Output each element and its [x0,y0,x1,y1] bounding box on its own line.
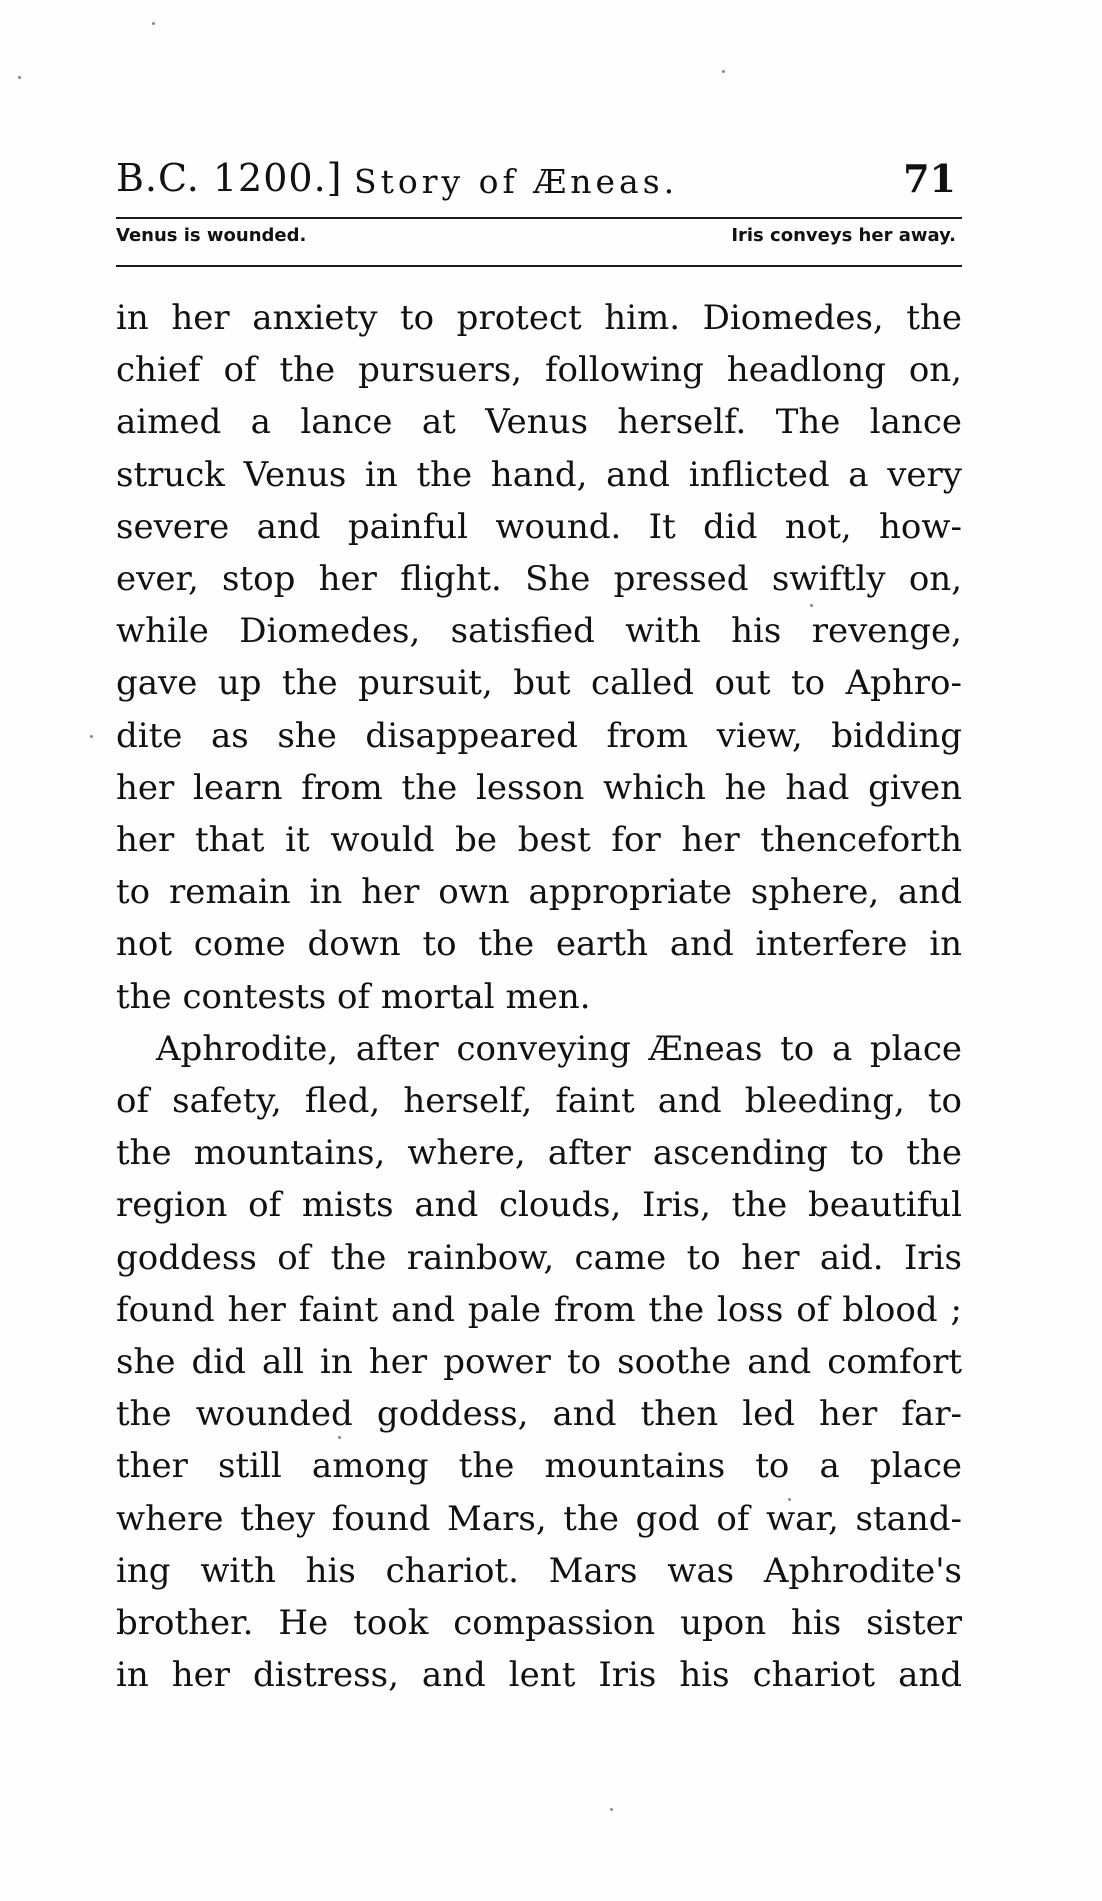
text-line: the mountains, where, after ascending to the [116,1133,962,1174]
paper-speck [152,22,155,25]
sidenote-right: Iris conveys her away. [731,225,956,246]
text-line: dite as she disappeared from view, bidding [116,715,962,756]
text-line: ing with his chariot. Mars was Aphrodite's [116,1550,962,1591]
text-line: chief of the pursuers, following headlong on, [116,350,962,391]
marginal-notes [116,225,956,261]
text-line: goddess of the rainbow, came to her aid. Iris [116,1237,962,1278]
paper-speck [722,70,725,73]
sidenote-left: Venus is wounded. [116,225,307,246]
text-line: aimed a lance at Venus herself. The lance [116,402,962,443]
text-line: in her anxiety to protect him. Diomedes, the [116,298,962,338]
sidenote-rule [116,265,962,267]
text-line: region of mists and clouds, Iris, the beautiful [116,1185,962,1226]
text-line: ever, stop her flight. She pressed swiftly on, [116,559,962,600]
paragraph [116,1023,962,1702]
text-line: in her distress, and lent Iris his chariot and [116,1655,962,1696]
text-line: struck Venus in the hand, and inflicted a very [116,454,962,495]
page-number: 71 [903,156,956,201]
running-header [116,156,956,216]
text-line: found her faint and pale from the loss of blood ; [116,1289,962,1330]
header-rule [116,217,962,219]
paper-speck [610,1808,613,1811]
text-line: the wounded goddess, and then led her far- [116,1394,962,1435]
text-line: her learn from the lesson which he had given [116,767,962,808]
text-line: to remain in her own appropriate sphere, and [116,872,962,913]
text-line: the contests of mortal men. [116,976,591,1017]
text-line: of safety, fled, herself, faint and bleeding, to [116,1081,962,1122]
paragraph [116,292,962,1023]
header-date: B.C. 1200.] [116,156,343,200]
header-title: Story of Æneas. [354,162,679,201]
text-line: where they found Mars, the god of war, stand- [116,1498,962,1539]
paper-speck [90,735,93,738]
text-line: gave up the pursuit, but called out to Aphro- [116,663,962,704]
text-line: while Diomedes, satisfied with his revenge, [116,611,962,652]
text-line: brother. He took compassion upon his sister [116,1603,962,1644]
paper-speck [18,76,21,79]
text-line: she did all in her power to soothe and comfort [116,1342,962,1383]
text-line: not come down to the earth and interfere in [116,924,962,965]
text-line: Aphrodite, after conveying Æneas to a place [156,1028,962,1069]
text-line: severe and painful wound. It did not, how- [116,506,962,547]
text-line: her that it would be best for her thenceforth [116,820,962,861]
body-text [116,292,962,1701]
text-line: ther still among the mountains to a place [116,1446,962,1487]
